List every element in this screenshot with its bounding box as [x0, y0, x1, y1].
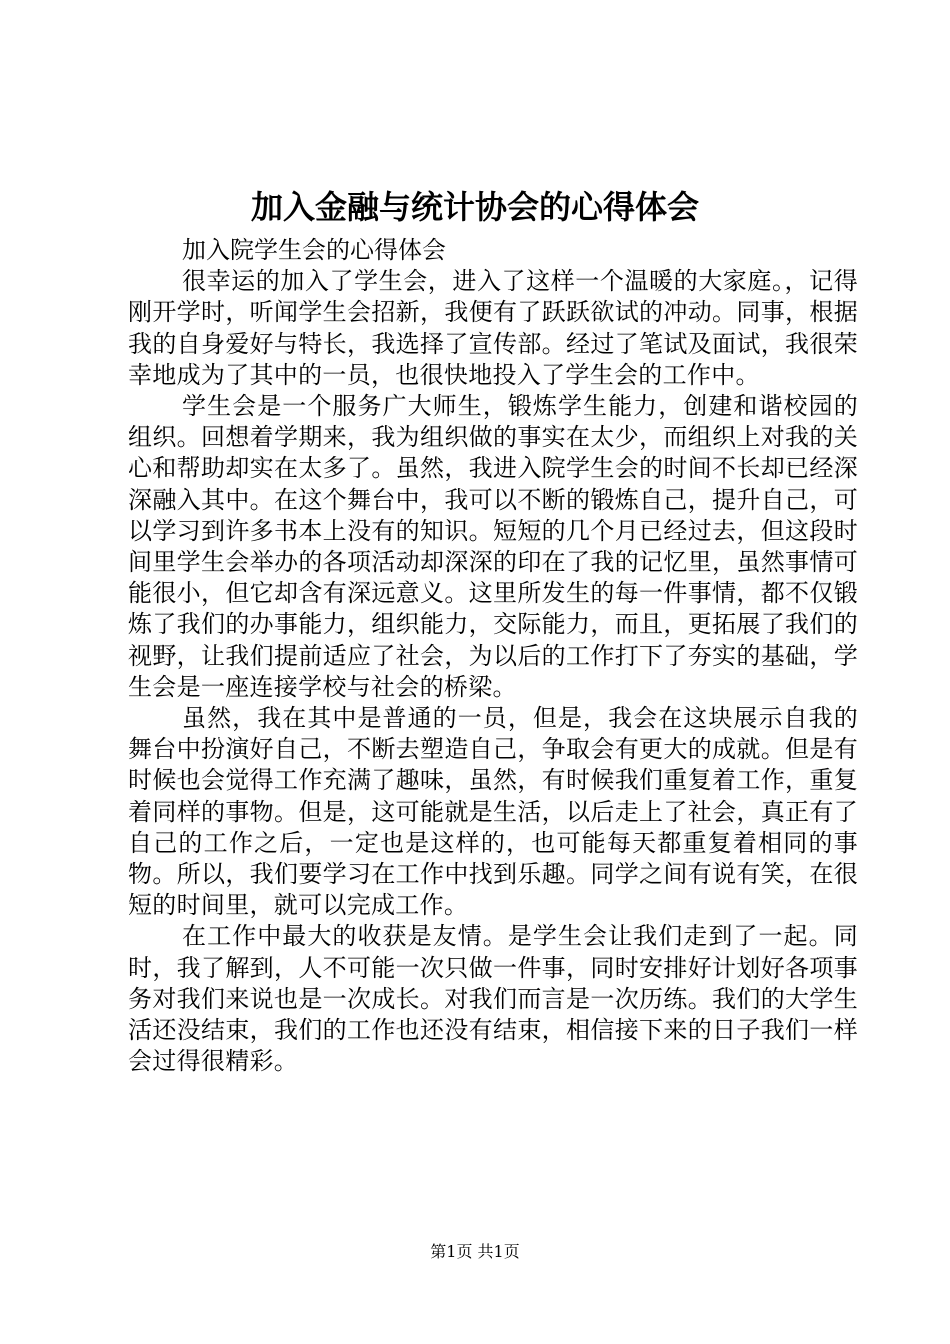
page-footer: 第1页 共1页: [430, 1242, 520, 1261]
document-subtitle: 加入院学生会的心得体会: [182, 236, 446, 264]
paragraph-1: 很幸运的加入了学生会，进入了这样一个温暖的大家庭。，记得刚开学时，听闻学生会招新，我便有了跃跃欲试的冲动。同事，根据我的自身爱好与特长，我选择了宣传部。经过了笔试及面试，我很荣幸地成为了其中的一员，也很快地投入了学生会的工作中。: [128, 267, 858, 389]
paragraph-2: 学生会是一个服务广大师生，锻炼学生能力，创建和谐校园的组织。回想着学期来，我为组织做的事实在太少，而组织上对我的关心和帮助却实在太多了。虽然，我进入院学生会的时间不长却已经深深融入其中。在这个舞台中，我可以不断的锻炼自己，提升自己，可以学习到许多书本上没有的知识。短短的几个月已经过去，但这段时间里学生会举办的各项活动却深深的印在了我的记忆里，虽然事情可能很小，但它却含有深远意义。这里所发生的每一件事情，都不仅锻炼了我们的办事能力，组织能力，交际能力，而且，更拓展了我们的视野，让我们提前适应了社会，为以后的工作打下了夯实的基础，学生会是一座连接学校与社会的桥梁。: [128, 392, 858, 701]
document-body: [128, 235, 858, 1077]
paragraph-3: 虽然，我在其中是普通的一员，但是，我会在这块展示自我的舞台中扮演好自己，不断去塑造自己，争取会有更大的成就。但是有时候也会觉得工作充满了趣味，虽然，有时候我们重复着工作，重复着同样的事物。但是，这可能就是生活，以后走上了社会，真正有了自己的工作之后，一定也是这样的，也可能每天都重复着相同的事物。所以，我们要学习在工作中找到乐趣。同学之间有说有笑，在很短的时间里，就可以完成工作。: [128, 704, 858, 920]
paragraph-4: 在工作中最大的收获是友情。是学生会让我们走到了一起。同时，我了解到，人不可能一次只做一件事，同时安排好计划好各项事务对我们来说也是一次成长。对我们而言是一次历练。我们的大学生活还没结束，我们的工作也还没有结束，相信接下来的日子我们一样会过得很精彩。: [128, 922, 858, 1076]
document-title: 加入金融与统计协会的心得体会: [250, 188, 699, 226]
